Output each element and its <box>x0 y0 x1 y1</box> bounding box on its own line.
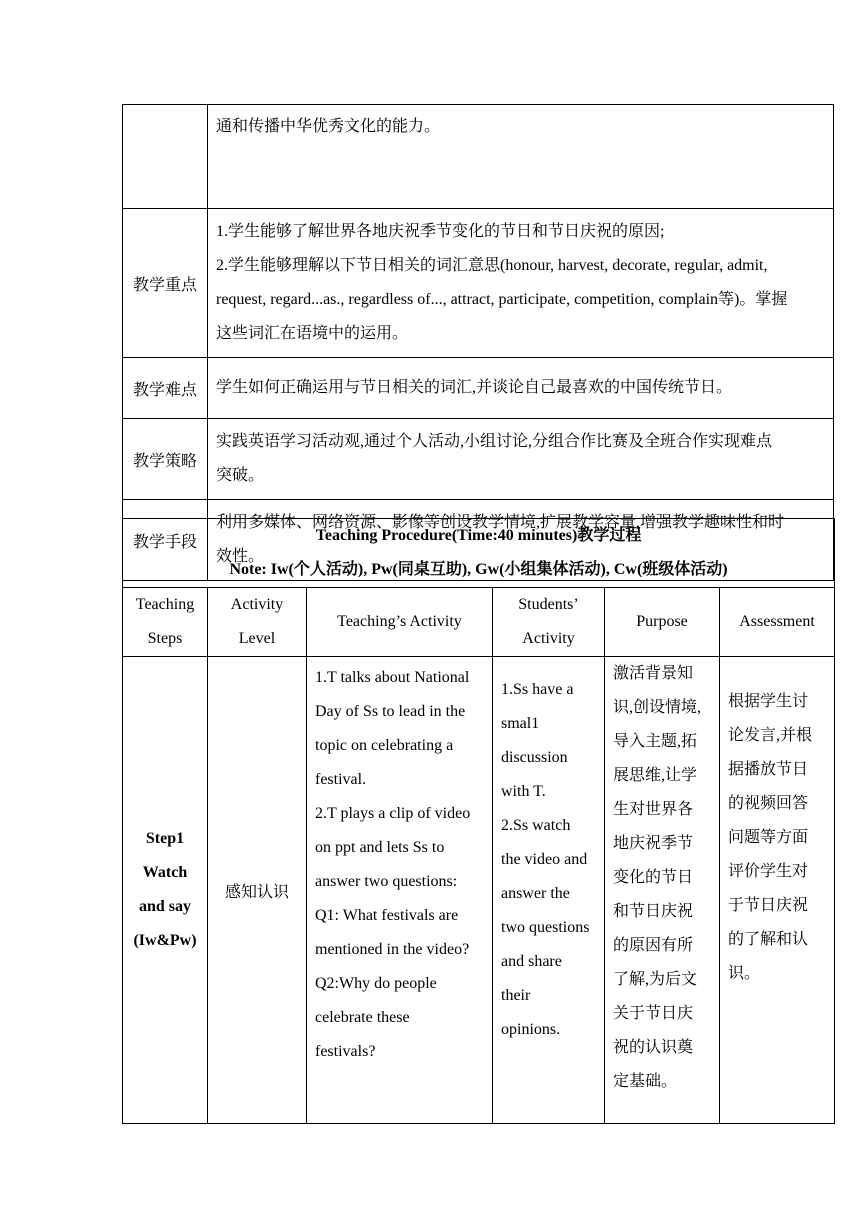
text-line: their <box>501 987 531 1004</box>
text-line: 评价学生对 <box>728 863 809 880</box>
header-text: Steps <box>147 630 183 647</box>
text-line: celebrate these <box>315 1009 410 1026</box>
text-line: Q1: What festivals are <box>315 907 459 924</box>
text-line: festival. <box>315 771 367 788</box>
header-teachers-activity: Teaching’s Activity <box>307 588 493 657</box>
text-line: 生对世界各 <box>613 801 694 818</box>
info-label: 教学策略 <box>123 419 208 500</box>
text-line: 于节日庆祝 <box>728 897 809 914</box>
procedure-banner-row <box>123 519 835 588</box>
info-label: 教学重点 <box>123 209 208 358</box>
procedure-note: Note: Iw(个人活动), Pw(同桌互助), Gw(小组集体活动), Cw(班级体活动) <box>229 561 728 578</box>
procedure-header-row <box>123 588 835 657</box>
text-line: mentioned in the video? <box>315 941 470 958</box>
text-line: 和节日庆祝 <box>613 903 694 920</box>
text-line: festivals? <box>315 1043 376 1060</box>
assessment-cell <box>720 657 835 1124</box>
info-text: 学生如何正确运用与节日相关的词汇,并谈论自己最喜欢的中国传统节日。 <box>208 358 834 419</box>
text-line: 利用多媒体、网络资源、影像等创设教学情境,扩展教学容量,增强教学趣味性和时 <box>216 514 785 531</box>
text-line: Q2:Why do people <box>315 975 437 992</box>
text-line: 1.学生能够了解世界各地庆祝季节变化的节日和节日庆祝的原因; <box>216 223 665 240</box>
header-text: Activity <box>230 596 284 613</box>
text-line: 效性。 <box>216 548 265 565</box>
info-row <box>123 105 834 209</box>
text-line: topic on celebrating a <box>315 737 454 754</box>
header-text: Level <box>238 630 276 647</box>
text-line: discussion <box>501 749 568 766</box>
text-line: 识。 <box>728 965 761 982</box>
text-line: 实践英语学习活动观,通过个人活动,小组讨论,分组合作比赛及全班合作实现难点 <box>216 433 773 450</box>
step-line: Step1 <box>145 830 185 847</box>
text-line: 了解,为后文 <box>613 971 698 988</box>
text-line: 关于节日庆 <box>613 1005 694 1022</box>
purpose-cell <box>605 657 720 1124</box>
text-line: 2.T plays a clip of video <box>315 805 471 822</box>
text-line: 2.学生能够理解以下节日相关的词汇意思(honour, harvest, decorate, regular, admit, <box>216 257 768 274</box>
step-line: and say <box>138 898 192 915</box>
lesson-info-table <box>122 104 834 581</box>
text-line: 的原因有所 <box>613 937 694 954</box>
info-row-strategies <box>123 419 834 500</box>
text-line: request, regard...as., regardless of..., attract, participate, competition, complain等)。掌握 <box>216 291 788 308</box>
header-text: Activity <box>522 630 575 647</box>
text-line: opinions. <box>501 1021 561 1038</box>
text-line: smal1 <box>501 715 540 732</box>
header-text: Teaching <box>135 596 195 613</box>
info-text: 通和传播中华优秀文化的能力。 <box>208 105 834 209</box>
text-line: 展思维,让学 <box>613 767 698 784</box>
text-line: with T. <box>501 783 546 800</box>
info-label: 教学难点 <box>123 358 208 419</box>
procedure-table <box>122 518 835 1124</box>
text-line: 定基础。 <box>613 1073 678 1090</box>
text-line: two questions <box>501 919 590 936</box>
step-line: Watch <box>142 864 188 881</box>
text-line: on ppt and lets Ss to <box>315 839 445 856</box>
procedure-banner <box>123 519 835 588</box>
info-text <box>208 419 834 500</box>
text-line: 2.Ss watch <box>501 817 571 834</box>
text-line: 的视频回答 <box>728 795 809 812</box>
text-line: the video and <box>501 851 588 868</box>
header-activity-level <box>208 588 307 657</box>
text-line: and share <box>501 953 562 970</box>
text-line: answer the <box>501 885 570 902</box>
text-line: 论发言,并根 <box>728 727 813 744</box>
text-line: 根据学生讨 <box>728 693 809 710</box>
info-row-difficulties <box>123 358 834 419</box>
text-line: 变化的节日 <box>613 869 694 886</box>
procedure-step-row <box>123 657 835 1124</box>
step-line: (Iw&Pw) <box>133 932 197 949</box>
activity-level-cell: 感知认识 <box>208 657 307 1124</box>
header-text: Students’ <box>518 596 579 613</box>
header-students-activity <box>493 588 605 657</box>
teachers-activity-cell <box>307 657 493 1124</box>
text-line: 地庆祝季节 <box>613 835 694 852</box>
header-assessment: Assessment <box>720 588 835 657</box>
info-label <box>123 105 208 209</box>
text-line: 祝的认识奠 <box>613 1039 694 1056</box>
info-text <box>208 209 834 358</box>
text-line: Day of Ss to lead in the <box>315 703 466 720</box>
header-purpose: Purpose <box>605 588 720 657</box>
text-line: 的了解和认 <box>728 931 809 948</box>
students-activity-cell <box>493 657 605 1124</box>
step-cell <box>123 657 208 1124</box>
text-line: 激活背景知 <box>613 665 694 682</box>
text-line: 1.Ss have a <box>501 681 574 698</box>
text-line: answer two questions: <box>315 873 458 890</box>
text-line: 识,创设情境, <box>613 699 702 716</box>
info-label: 教学手段 <box>123 500 208 581</box>
text-line: 导入主题,拓 <box>613 733 698 750</box>
text-line: 这些词汇在语境中的运用。 <box>216 325 409 342</box>
text-line: 1.T talks about National <box>315 669 470 686</box>
text-line: 据播放节日 <box>728 761 809 778</box>
procedure-title: Teaching Procedure(Time:40 minutes)教学过程 <box>315 527 642 544</box>
info-row-key-points <box>123 209 834 358</box>
header-teaching-steps <box>123 588 208 657</box>
text-line: 突破。 <box>216 467 265 484</box>
text-line: 问题等方面 <box>728 829 809 846</box>
